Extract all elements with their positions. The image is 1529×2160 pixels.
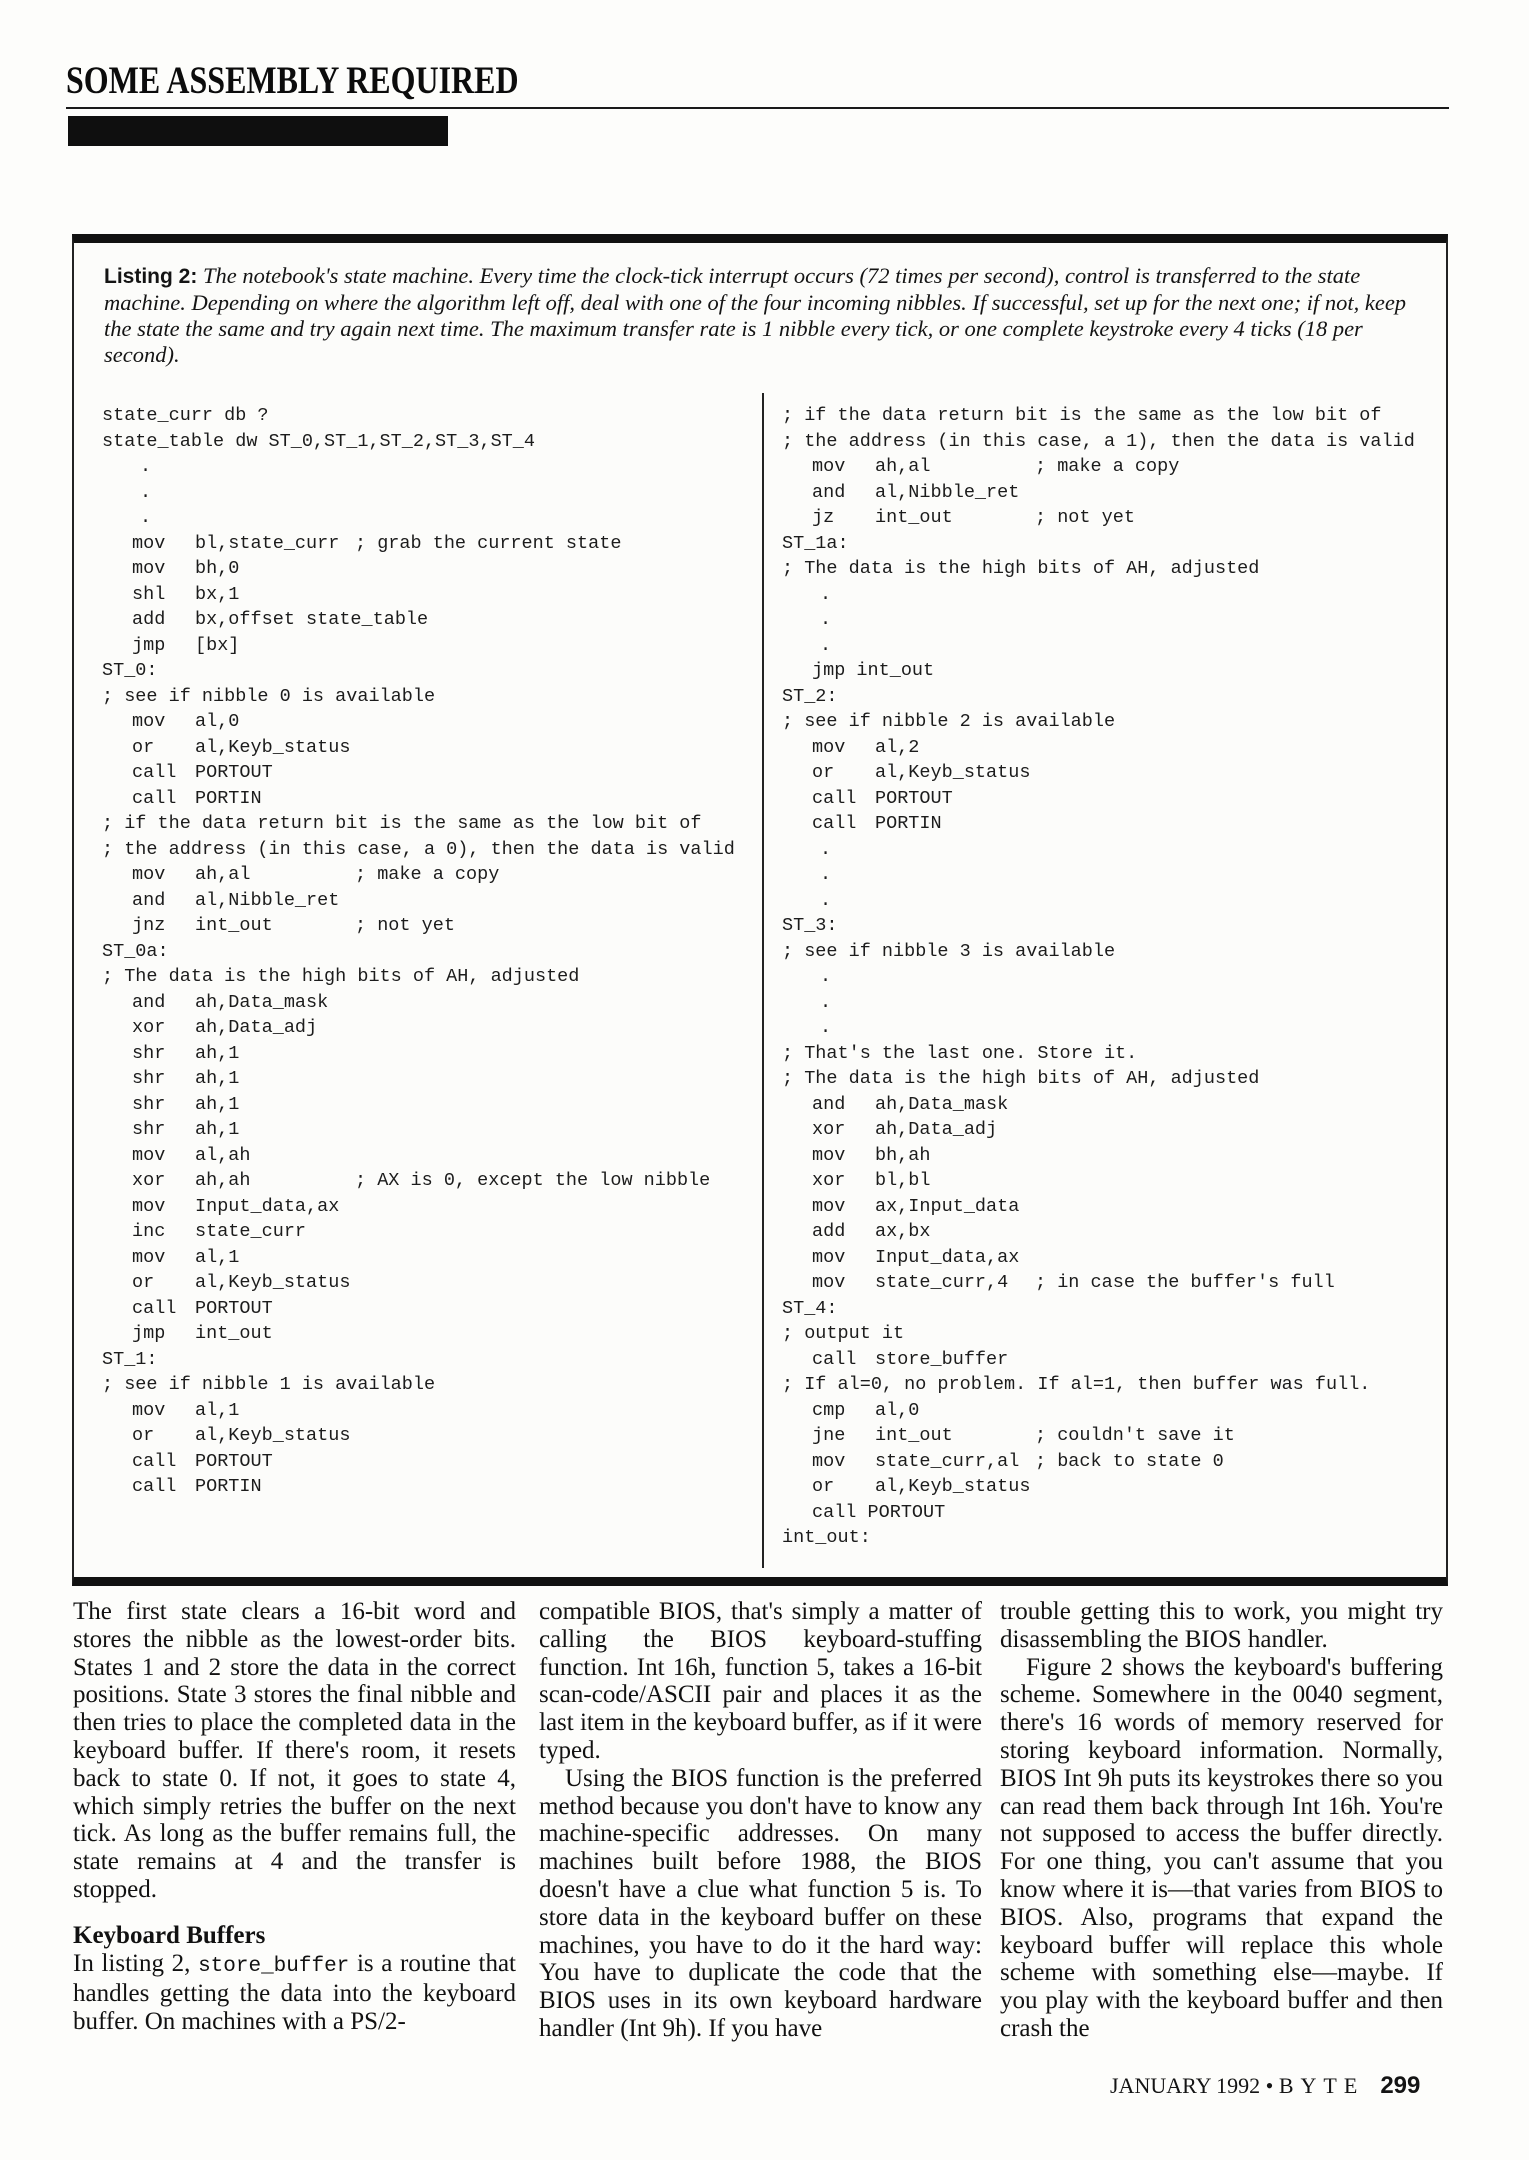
code-line xyxy=(782,454,1415,480)
code-operand: PORTOUT xyxy=(195,1297,273,1319)
code-line xyxy=(102,1219,735,1245)
code-line xyxy=(782,811,1415,837)
code-line xyxy=(782,1398,1415,1424)
code-opcode: mov xyxy=(812,456,846,477)
code-operand: bx,1 xyxy=(195,583,240,605)
column-divider xyxy=(762,393,764,1568)
code-line xyxy=(782,480,1415,506)
code-line: ST_4: xyxy=(782,1297,838,1319)
code-operand: bh,ah xyxy=(875,1144,931,1166)
code-operand: state_curr xyxy=(195,1221,307,1242)
code-operand: ah,Data_mask xyxy=(875,1093,1009,1115)
code-opcode: mov xyxy=(132,1246,166,1268)
code-operand: PORTIN xyxy=(195,1476,262,1497)
code-opcode: or xyxy=(132,1425,155,1446)
code-opcode: mov xyxy=(132,1195,166,1217)
code-operand: al,ah xyxy=(195,1144,251,1166)
code-line: call PORTOUT xyxy=(812,1501,946,1523)
code-line xyxy=(102,1066,735,1092)
code-operand: ah,1 xyxy=(195,1119,240,1140)
code-line xyxy=(102,633,735,659)
code-line: state_curr db ? xyxy=(102,405,269,426)
code-operand: int_out xyxy=(195,915,273,936)
code-line xyxy=(102,1474,735,1500)
code-operand: PORTOUT xyxy=(875,787,953,809)
code-operand: bh,0 xyxy=(195,558,240,579)
code-operand: [bx] xyxy=(195,634,240,656)
code-opcode: mov xyxy=(132,532,166,554)
code-operand: state_curr,4 xyxy=(875,1272,1009,1293)
code-line xyxy=(102,786,735,812)
code-line xyxy=(782,1245,1415,1271)
code-opcode: add xyxy=(812,1221,846,1242)
page-footer xyxy=(1110,2072,1420,2100)
code-line xyxy=(782,760,1415,786)
code-operand: ax,Input_data xyxy=(875,1195,1020,1217)
code-line: ; The data is the high bits of AH, adjusted xyxy=(782,1068,1260,1089)
code-line xyxy=(102,1041,735,1067)
code-listing-left xyxy=(102,403,735,1500)
code-line xyxy=(782,1194,1415,1220)
code-line: . xyxy=(820,966,832,987)
code-opcode: xor xyxy=(132,1170,166,1191)
code-operand: al,1 xyxy=(195,1399,240,1421)
code-line xyxy=(102,888,735,914)
code-operand: ah,al xyxy=(875,456,931,477)
code-opcode: shl xyxy=(132,583,166,605)
code-comment: ; couldn't save it xyxy=(1035,1425,1235,1446)
code-opcode: add xyxy=(132,609,166,630)
code-opcode: xor xyxy=(812,1170,846,1191)
code-line xyxy=(102,1168,735,1194)
code-operand: ax,bx xyxy=(875,1221,931,1242)
code-opcode: or xyxy=(132,736,155,758)
code-line: . xyxy=(820,889,832,911)
code-opcode: inc xyxy=(132,1221,166,1242)
code-opcode: and xyxy=(132,991,166,1013)
code-opcode: shr xyxy=(132,1093,166,1115)
code-comment: ; grab the current state xyxy=(355,532,622,554)
code-line xyxy=(102,1296,735,1322)
code-line xyxy=(782,1117,1415,1143)
code-line xyxy=(102,1398,735,1424)
code-opcode: shr xyxy=(132,1068,166,1089)
code-opcode: jmp xyxy=(132,1323,166,1344)
text-run: is a routine that handles getting the data into the keyboard buffer. On machines with a PS/2- xyxy=(73,1949,516,2036)
code-line: ; if the data return bit is the same as the low bit of xyxy=(782,405,1382,426)
code-line: . xyxy=(140,507,152,528)
bullet-separator: • xyxy=(1260,2073,1279,2098)
code-opcode: jne xyxy=(812,1425,846,1446)
listing-caption-text: The notebook's state machine. Every time the clock-tick interrupt occurs (72 times per second), control is transferred to the state machine. Depending on where the algorithm left off, deal with one of the four incoming nibbles. If successful, set up for the next one; if not, keep the state the same and try again next time. The maximum transfer rate is 1 nibble every tick, or one complete keystroke every 4 ticks (18 per second). xyxy=(104,263,1407,367)
code-opcode: call xyxy=(132,1297,177,1319)
code-opcode: and xyxy=(812,1093,846,1115)
code-line: . xyxy=(140,481,152,503)
header-black-bar xyxy=(68,116,448,146)
section-title: SOME ASSEMBLY REQUIRED xyxy=(66,59,519,102)
code-opcode: mov xyxy=(812,736,846,758)
code-comment: ; make a copy xyxy=(355,864,500,885)
code-line: ST_3: xyxy=(782,915,838,936)
code-line xyxy=(102,556,735,582)
code-operand: al,0 xyxy=(875,1399,920,1421)
article-column-3 xyxy=(1000,1598,1443,2043)
code-line: ; see if nibble 0 is available xyxy=(102,685,436,707)
code-line xyxy=(102,1194,735,1220)
code-operand: al,Keyb_status xyxy=(195,1272,351,1293)
article-column-1 xyxy=(73,1598,516,2036)
code-line xyxy=(782,1143,1415,1169)
code-opcode: call xyxy=(132,762,177,783)
subheading-keyboard-buffers: Keyboard Buffers xyxy=(73,1921,266,1949)
code-line: . xyxy=(820,583,832,605)
code-line xyxy=(102,1143,735,1169)
code-opcode: mov xyxy=(132,1399,166,1421)
article-paragraph xyxy=(73,1950,516,2036)
code-comment: ; back to state 0 xyxy=(1035,1450,1224,1472)
code-operand: al,2 xyxy=(875,736,920,758)
code-operand: PORTIN xyxy=(195,787,262,809)
magazine-name: BYTE xyxy=(1278,2073,1365,2098)
code-operand: bx,offset state_table xyxy=(195,609,429,630)
code-opcode: mov xyxy=(132,1144,166,1166)
code-line xyxy=(102,1270,735,1296)
code-operand: int_out xyxy=(875,507,953,528)
code-line xyxy=(102,760,735,786)
code-listing-right xyxy=(782,403,1415,1551)
code-opcode: mov xyxy=(812,1450,846,1472)
code-line: state_table dw ST_0,ST_1,ST_2,ST_3,ST_4 xyxy=(102,430,535,452)
listing-box xyxy=(72,234,1448,1586)
code-operand: int_out xyxy=(195,1323,273,1344)
code-operand: al,Keyb_status xyxy=(875,762,1031,783)
code-line: ST_2: xyxy=(782,685,838,707)
code-line: . xyxy=(820,1017,832,1038)
code-line xyxy=(782,505,1415,531)
code-line xyxy=(102,862,735,888)
code-opcode: mov xyxy=(812,1195,846,1217)
issue-date: JANUARY 1992 xyxy=(1110,2073,1261,2098)
code-line: ; see if nibble 2 is available xyxy=(782,711,1116,732)
code-opcode: xor xyxy=(132,1017,166,1038)
code-comment: ; in case the buffer's full xyxy=(1035,1272,1335,1293)
code-opcode: xor xyxy=(812,1119,846,1140)
article-paragraph: The first state clears a 16-bit word and stores the nibble as the lowest-order bits. States 1 and 2 store the data in the correct positions. State 3 stores the final nibble and then tries to place the completed data in the keyboard buffer. If there's room, it resets back to state 0. If not, it goes to state 4, which simply retries the buffer on the next tick. As long as the buffer remains full, the state remains at 4 and the transfer is stopped. xyxy=(73,1598,516,1903)
code-opcode: shr xyxy=(132,1042,166,1064)
code-opcode: jnz xyxy=(132,915,166,936)
code-line xyxy=(782,1423,1415,1449)
code-line xyxy=(102,1015,735,1041)
text-run: In listing 2, xyxy=(73,1949,199,1977)
code-line xyxy=(782,735,1415,761)
code-line: ; see if nibble 1 is available xyxy=(102,1374,436,1395)
article-paragraph: Figure 2 shows the keyboard's buffering scheme. Somewhere in the 0040 segment, there's 16 words of memory reserved for storing keyboard information. Normally, BIOS Int 9h puts its keystrokes there so you can read them back through Int 16h. You're not supposed to access the buffer directly. For one thing, you can't assume that you know where it is—that varies from BIOS to BIOS. Also, programs that expand the keyboard buffer will replace this whole scheme with something else—maybe. If you play with the keyboard buffer and then crash the xyxy=(1000,1653,1443,2042)
code-line: ST_1: xyxy=(102,1348,158,1370)
code-operand: ah,1 xyxy=(195,1068,240,1089)
code-operand: ah,ah xyxy=(195,1170,251,1191)
code-line xyxy=(102,990,735,1016)
code-line xyxy=(102,735,735,761)
code-opcode: shr xyxy=(132,1119,166,1140)
code-line: . xyxy=(820,991,832,1013)
code-line: ST_0: xyxy=(102,660,158,681)
code-operand: PORTOUT xyxy=(195,762,273,783)
code-opcode: call xyxy=(132,787,177,809)
code-line xyxy=(102,1423,735,1449)
code-line: ; the address (in this case, a 1), then the data is valid xyxy=(782,430,1415,452)
listing-label: Listing 2: xyxy=(104,265,198,288)
code-operand: int_out xyxy=(875,1425,953,1446)
code-line: . xyxy=(820,609,832,630)
code-operand: ah,Data_adj xyxy=(195,1017,318,1038)
code-line xyxy=(102,1449,735,1475)
code-line: ST_0a: xyxy=(102,940,169,962)
code-line: int_out: xyxy=(782,1527,871,1548)
code-line xyxy=(782,1168,1415,1194)
code-line xyxy=(102,582,735,608)
code-opcode: or xyxy=(812,1476,835,1497)
code-line xyxy=(782,1449,1415,1475)
code-line xyxy=(782,1347,1415,1373)
code-operand: al,1 xyxy=(195,1246,240,1268)
code-line: ; The data is the high bits of AH, adjusted xyxy=(102,966,580,987)
code-operand: Input_data,ax xyxy=(875,1246,1020,1268)
code-opcode: mov xyxy=(812,1246,846,1268)
code-comment: ; not yet xyxy=(355,915,455,936)
code-operand: ah,al xyxy=(195,864,251,885)
code-opcode: mov xyxy=(812,1272,846,1293)
code-operand: ah,1 xyxy=(195,1093,240,1115)
code-operand: al,Keyb_status xyxy=(875,1476,1031,1497)
article-column-2 xyxy=(539,1598,982,2043)
code-opcode: jmp xyxy=(132,634,166,656)
code-line: . xyxy=(820,838,832,860)
code-line xyxy=(782,1474,1415,1500)
code-operand: al,Nibble_ret xyxy=(875,481,1020,503)
code-comment: ; AX is 0, except the low nibble xyxy=(355,1170,711,1191)
code-line xyxy=(102,531,735,557)
code-line: . xyxy=(820,634,832,656)
code-line: ; the address (in this case, a 0), then the data is valid xyxy=(102,838,735,860)
code-opcode: call xyxy=(132,1476,177,1497)
code-operand: ah,1 xyxy=(195,1042,240,1064)
code-line: ; The data is the high bits of AH, adjusted xyxy=(782,558,1260,579)
code-opcode: jz xyxy=(812,507,835,528)
article-paragraph: Using the BIOS function is the preferred method because you don't have to know any machine-specific addresses. On many machines built before 1988, the BIOS doesn't have a clue what function 5 is. To store data in the keyboard buffer on these machines, you have to do it the hard way: You have to duplicate the code that the BIOS uses in its own keyboard hardware handler (Int 9h). If you have xyxy=(539,1764,982,2042)
code-comment: ; not yet xyxy=(1035,507,1135,528)
inline-code: store_buffer xyxy=(198,1954,350,1978)
code-line xyxy=(782,1270,1415,1296)
code-line: . xyxy=(820,864,832,885)
code-operand: al,Nibble_ret xyxy=(195,889,340,911)
code-line: ; see if nibble 3 is available xyxy=(782,940,1116,962)
code-line: ST_1a: xyxy=(782,532,849,554)
code-operand: ah,Data_mask xyxy=(195,991,329,1013)
code-opcode: call xyxy=(812,813,857,834)
code-line: ; output it xyxy=(782,1323,905,1344)
article-paragraph: trouble getting this to work, you might try disassembling the BIOS handler. xyxy=(1000,1598,1443,1653)
code-opcode: call xyxy=(812,787,857,809)
code-opcode: call xyxy=(812,1348,857,1370)
code-line xyxy=(102,1245,735,1271)
code-opcode: and xyxy=(132,889,166,911)
listing-caption xyxy=(104,263,1424,368)
code-operand: al,Keyb_status xyxy=(195,1425,351,1446)
code-operand: bl,bl xyxy=(875,1170,931,1191)
code-operand: PORTOUT xyxy=(195,1450,273,1472)
code-line xyxy=(102,913,735,939)
code-opcode: mov xyxy=(132,864,166,885)
code-line: ; That's the last one. Store it. xyxy=(782,1042,1138,1064)
code-opcode: and xyxy=(812,481,846,503)
code-operand: state_curr,al xyxy=(875,1450,1020,1472)
code-operand: al,0 xyxy=(195,711,240,732)
code-operand: ah,Data_adj xyxy=(875,1119,998,1140)
code-line xyxy=(102,1117,735,1143)
code-line: . xyxy=(140,456,152,477)
code-line xyxy=(102,1321,735,1347)
code-line: ; if the data return bit is the same as the low bit of xyxy=(102,813,702,834)
code-opcode: cmp xyxy=(812,1399,846,1421)
header-rule xyxy=(66,107,1449,109)
code-operand: Input_data,ax xyxy=(195,1195,340,1217)
code-operand: al,Keyb_status xyxy=(195,736,351,758)
code-opcode: mov xyxy=(132,558,166,579)
code-operand: PORTIN xyxy=(875,813,942,834)
code-operand: bl,state_curr xyxy=(195,532,340,554)
code-line xyxy=(782,1219,1415,1245)
code-line xyxy=(782,786,1415,812)
code-line: ; If al=0, no problem. If al=1, then buffer was full. xyxy=(782,1374,1371,1395)
code-line xyxy=(102,709,735,735)
code-opcode: mov xyxy=(132,711,166,732)
code-opcode: mov xyxy=(812,1144,846,1166)
code-line xyxy=(102,607,735,633)
code-opcode: call xyxy=(132,1450,177,1472)
code-operand: store_buffer xyxy=(875,1348,1009,1370)
article-paragraph: compatible BIOS, that's simply a matter of calling the BIOS keyboard-stuffing function. Int 16h, function 5, takes a 16-bit scan-code/ASCII pair and places it as the last item in the keyboard buffer, as if it were typed. xyxy=(539,1598,982,1764)
page-number: 299 xyxy=(1380,2072,1421,2099)
code-line xyxy=(102,1092,735,1118)
code-comment: ; make a copy xyxy=(1035,456,1180,477)
code-opcode: or xyxy=(812,762,835,783)
code-opcode: or xyxy=(132,1272,155,1293)
code-line: jmp int_out xyxy=(812,660,935,681)
code-line xyxy=(782,1092,1415,1118)
